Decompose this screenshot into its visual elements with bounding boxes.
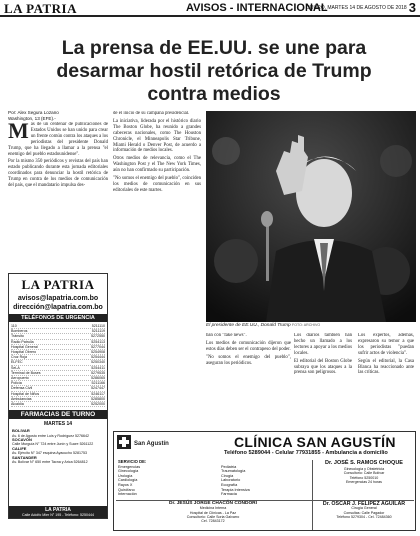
doctor-2-line: Consultas: Calle Pagador xyxy=(343,510,385,515)
doctor-2-name: Dr. OSCAR J. FELIPEZ AGUILAR xyxy=(322,501,406,507)
pharmacy-list xyxy=(9,429,107,464)
service-item: Laboratorio xyxy=(221,478,241,483)
service-item: Pediatría xyxy=(221,464,237,469)
article-headline: La prensa de EE.UU. se une para desarmar hostil retórica de Trump contra medios xyxy=(56,37,372,105)
doctor-3-line: Medicina Interna xyxy=(199,506,227,511)
pharmacy-zone: SANTANDER xyxy=(12,454,37,460)
article-paragraph: "No somos el enemigo del pueblo", aseguran los periódicos. xyxy=(206,354,291,366)
service-item: Ecografía xyxy=(221,482,238,487)
caption-credit: FOTO: ARCHIVO xyxy=(292,323,321,327)
urgency-phone: 5252000 xyxy=(91,402,105,407)
section-title: AVISOS - INTERNACIONAL xyxy=(186,2,328,14)
clinic-logo xyxy=(116,434,176,450)
service-item: Urología xyxy=(118,473,133,478)
urgency-phone: 5285800 xyxy=(91,396,105,401)
brand-name: LA PATRIA xyxy=(4,1,77,16)
footer-text: Calle Adolfo Mier N° 195 - Teléfono: 5250444 xyxy=(22,513,94,517)
trump-photo-icon xyxy=(206,111,416,322)
clinic-cross-icon xyxy=(116,434,176,450)
urgency-phone: 5211119 xyxy=(91,329,105,334)
article-column-4 xyxy=(294,333,352,429)
article-paragraph: Según el editorial, la Casa Blanca ha reaccionado ante las críticas. xyxy=(358,358,414,376)
lapatria-box-title: LA PATRIA xyxy=(21,277,95,292)
article-paragraph: de el inicio de su campaña presidencial. xyxy=(113,111,190,116)
article-paragraph: La iniciativa, liderada por el histórico diario The Boston Globe, ha reunido a grandes cabeceras nacionales, como The Houston Chronicle, el Minneapolis Star Tribune, Miami Herald o Denver Post, de acuerdo a información de medios locales. xyxy=(113,118,201,154)
article-byline: Por: Alex Segura Lozano Washington, 13 (EFE).- xyxy=(8,110,59,121)
urgency-name: Alcaldía xyxy=(11,402,24,407)
clinic-name: CLÍNICA SAN AGUSTÍN xyxy=(234,434,396,450)
service-item: Cardiología xyxy=(118,478,138,483)
article-paragraph: "No somos el enemigo del pueblo", coinciden los medios de comunicación en sus editoriales de este martes. xyxy=(113,176,201,193)
urgency-name: SeLA xyxy=(11,365,20,370)
footer-title: LA PATRIA xyxy=(45,507,71,513)
pharmacy-zone: SOCAVÓN xyxy=(12,437,32,443)
doctor-3-line: Cel. 72843172 xyxy=(201,519,225,524)
lapatria-info-box xyxy=(8,273,108,519)
pharmacy-address: Calle Murguía N° 724 entre Junín y Sucre xyxy=(12,442,79,447)
urgency-name: Tránsito xyxy=(11,334,24,339)
pharmacy-phone: 5276642 xyxy=(75,433,89,438)
doctor-3-line: Hospital de Clínicas - La Paz xyxy=(189,510,237,515)
urgency-name: Defensa Civil xyxy=(11,386,33,391)
article-column-3 xyxy=(206,333,291,429)
article-column-5 xyxy=(358,333,414,429)
article-paragraph: Los diarios también han hecho un llamado a los lectores a apoyar a los medios locales. xyxy=(294,333,352,356)
service-item: Rayos X xyxy=(118,482,133,487)
service-item: Quirófano xyxy=(118,487,135,492)
urgency-phone-row xyxy=(11,402,105,407)
doctor-3-name: Dr. JESÚS JORGE CHACÓN CONDORI xyxy=(169,501,257,506)
urgency-phone: 5279535 xyxy=(91,370,105,375)
service-item: Emergencias xyxy=(118,464,141,469)
article-paragraph: Otros medios de relevancia, como el The Washington Post y el The New York Times, aún no han confirmado su participación. xyxy=(113,156,201,174)
doctor-2-card xyxy=(314,502,414,519)
article-paragraph: ban con "fake news". xyxy=(206,333,247,338)
article-paragraph: Por la mismo 350 periódicos y revistas del país han estado publicando durante esta jornada editoriales coordinados para denunciar la hostil retórica de Trump en contra de los medios de comunicación del país, que el mandatario impulsa des- xyxy=(8,159,108,189)
pharmacy-address: Av. Ejército N° 347 esquina Ayacucho xyxy=(12,451,72,456)
pharmacy-title: FARMACIAS DE TURNO xyxy=(9,410,107,419)
email-avisos[interactable]: avisos@lapatria.com.bo xyxy=(17,295,99,302)
doctor-3-card xyxy=(118,502,308,523)
article-column-1 xyxy=(8,122,108,269)
pharmacy-address: Av. Bolívar N° 650 entre Tacna y Arica xyxy=(12,460,73,465)
doctor-1-name: Dr. JOSÉ S. RAMOS CHOQUE xyxy=(325,460,403,466)
service-item: Terapia Intensiva xyxy=(221,487,250,492)
article-paragraph: ás de un centenar de publicaciones de Estados Unidos se han unido para crear un frente común contra los ataques a los periodistas del presidente Donald Trump, que ha llegado a llamar a la prensa "el enemigo del pueblo estadounidense". xyxy=(8,122,108,157)
urgency-name: Cruz Roja xyxy=(11,355,27,360)
urgency-phone: 5250340 xyxy=(91,360,105,365)
pharmacy-phone: 5281753 xyxy=(72,451,87,456)
urgency-name: 110 xyxy=(11,324,17,328)
email-direccion[interactable]: dirección@lapatria.com.bo xyxy=(13,304,103,311)
urgency-phone: 5211110 xyxy=(91,324,105,328)
urgency-name: Policía xyxy=(11,381,22,386)
doctor-1-line: Consultorio: Calle Bolívar xyxy=(343,471,385,476)
urgency-phone: 5254908 xyxy=(91,350,105,355)
pharmacy-day: MARTES 14 xyxy=(43,421,73,428)
urgency-phone: 5211166 xyxy=(91,381,105,386)
article-paragraph: El editorial del Boston Globe subraya que los ataques a la prensa son peligrosos. xyxy=(294,358,352,376)
service-item: Traumatología xyxy=(221,469,246,474)
urgency-phone: 5272550 xyxy=(91,334,105,339)
clinic-advertisement xyxy=(113,431,416,531)
urgency-name: ELFEC xyxy=(11,360,23,365)
services-grid xyxy=(118,465,318,497)
urgency-name: Aeropuerto xyxy=(11,376,29,381)
doctor-2-line: Teléfono 5279304 - Cel. 72484360 xyxy=(336,514,392,519)
urgency-phone: 5254411 xyxy=(91,365,105,370)
clinic-logo-text: San Agustín xyxy=(134,441,169,447)
pharmacy-phone: 5261122 xyxy=(79,442,94,447)
masthead xyxy=(0,0,420,17)
doctor-1-line: Teléfono 5250010 xyxy=(349,475,379,480)
pharmacy-address: Av. 6 de Agosto entre Luis y Rodríguez xyxy=(12,433,74,438)
article-paragraph: Los expertos, además, expresaron su temor a que los periodistas "puedan sufrir actos de violencia". xyxy=(358,333,414,356)
urgency-name: Bomberos xyxy=(11,329,28,334)
pharmacy-phone: 5264812 xyxy=(73,460,88,465)
urgency-name: Hospital de Niños xyxy=(11,391,40,396)
service-item: Internación xyxy=(118,492,137,497)
doctor-1-line: Ginecología y Obstetricia xyxy=(343,467,385,471)
article-column-2 xyxy=(113,111,201,428)
urgency-phone-list xyxy=(9,324,107,407)
drop-cap: M xyxy=(8,122,29,143)
issue-date: ORURO, MARTES 14 DE AGOSTO DE 2018 xyxy=(306,5,407,11)
article-paragraph: Los medios de comunicación dijeron que estos días deben ser el contrapeso del poder. xyxy=(206,340,291,352)
urgency-phone: 5286065 xyxy=(91,376,105,381)
clinic-phone: Teléfono 5289044 - Celular 77931855 - Ambulancia a domicilio xyxy=(224,450,388,456)
urgency-name: Hospital General xyxy=(11,344,38,349)
doctor-3-line: Consultorio: Calle Soria Galvarro xyxy=(186,514,240,519)
doctor-2-line: Cirugía General xyxy=(351,506,377,511)
services-title: SERVICIO DE: xyxy=(118,459,147,464)
divider xyxy=(312,460,313,530)
article-photo xyxy=(206,111,416,322)
lapatria-footer xyxy=(9,506,107,518)
service-item: Farmacia xyxy=(221,492,237,497)
service-item: Cirugía xyxy=(221,473,234,478)
photo-caption xyxy=(206,323,416,328)
urgency-phones-title: TELÉFONOS DE URGENCIA xyxy=(9,314,107,322)
urgency-name: Terminal de Buses xyxy=(11,370,41,375)
urgency-phone: 5247447 xyxy=(91,386,105,391)
urgency-phone: 5246117 xyxy=(91,391,105,396)
pharmacy-zone: BOLIVAR xyxy=(12,428,30,434)
doctor-1-line: Emergencias 24 horas xyxy=(346,479,382,484)
pharmacy-zone: CALIFE xyxy=(12,445,27,451)
clinic-services xyxy=(118,460,318,497)
doctor-1-card xyxy=(314,460,414,484)
urgency-name: Hospital Obrero xyxy=(11,350,37,355)
urgency-name: Ambulancias xyxy=(11,396,32,401)
pharmacy-item xyxy=(12,456,104,465)
page-number: 3 xyxy=(408,0,416,15)
urgency-phone: 5254444 xyxy=(91,355,105,360)
urgency-phone: 5277044 xyxy=(91,344,105,349)
urgency-name: Radio Patrulla xyxy=(11,339,34,344)
caption-text: El presidente de EE.UU., Donald Trump xyxy=(206,323,291,328)
urgency-phone: 5254113 xyxy=(91,339,105,344)
service-item: Ginecología xyxy=(118,469,139,474)
